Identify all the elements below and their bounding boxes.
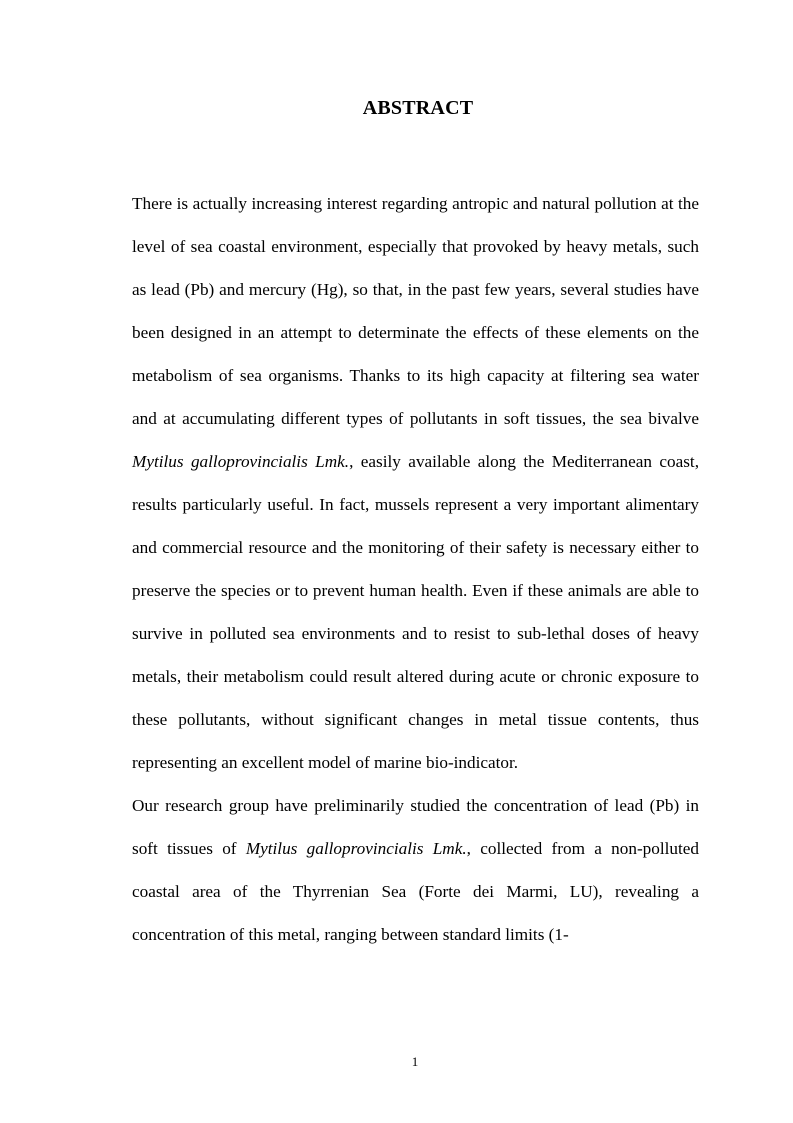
abstract-paragraph-1 xyxy=(132,182,699,784)
abstract-body xyxy=(132,182,699,956)
page-number: 1 xyxy=(411,1054,419,1069)
page-title: ABSTRACT xyxy=(362,97,474,119)
paragraph-2-text-b: , collected from a non-polluted coastal area of the Thyrrenian Sea (Forte dei Marmi, LU), revealing a concentration of this metal, ranging between standard limits (1- xyxy=(132,839,700,944)
paragraph-2-species-name: Mytilus galloprovincialis Lmk. xyxy=(245,839,467,858)
paragraph-1-species-name: Mytilus galloprovincialis Lmk. xyxy=(132,452,350,471)
abstract-paragraph-2 xyxy=(132,784,699,956)
paragraph-1-text-a: There is actually increasing interest regarding antropic and natural pollution at the level of sea coastal environment, especially that provoked by heavy metals, such as lead (Pb) and mercury (Hg), so that, in the past few years, several studies have been designed in an attempt to determinate the effects of these elements on the metabolism of sea organisms. Thanks to its high capacity at filtering sea water and at accumulating different types of pollutants in soft tissues, the sea bivalve xyxy=(132,194,699,428)
paragraph-1-text-b: , easily available along the Mediterranean coast, results particularly useful. In fact, mussels represent a very important alimentary and commercial resource and the monitoring of their safety is necessary either to preserve the species or to prevent human health. Even if these animals are able to survive in polluted sea environments and to resist to sub-lethal doses of heavy metals, their metabolism could result altered during acute or chronic exposure to these pollutants, without significant changes in metal tissue contents, thus representing an excellent model of marine bio-indicator. xyxy=(132,452,699,772)
paragraph-2-text-a: Our research group have preliminarily studied the concentration of lead (Pb) in soft tissues of xyxy=(132,796,699,858)
